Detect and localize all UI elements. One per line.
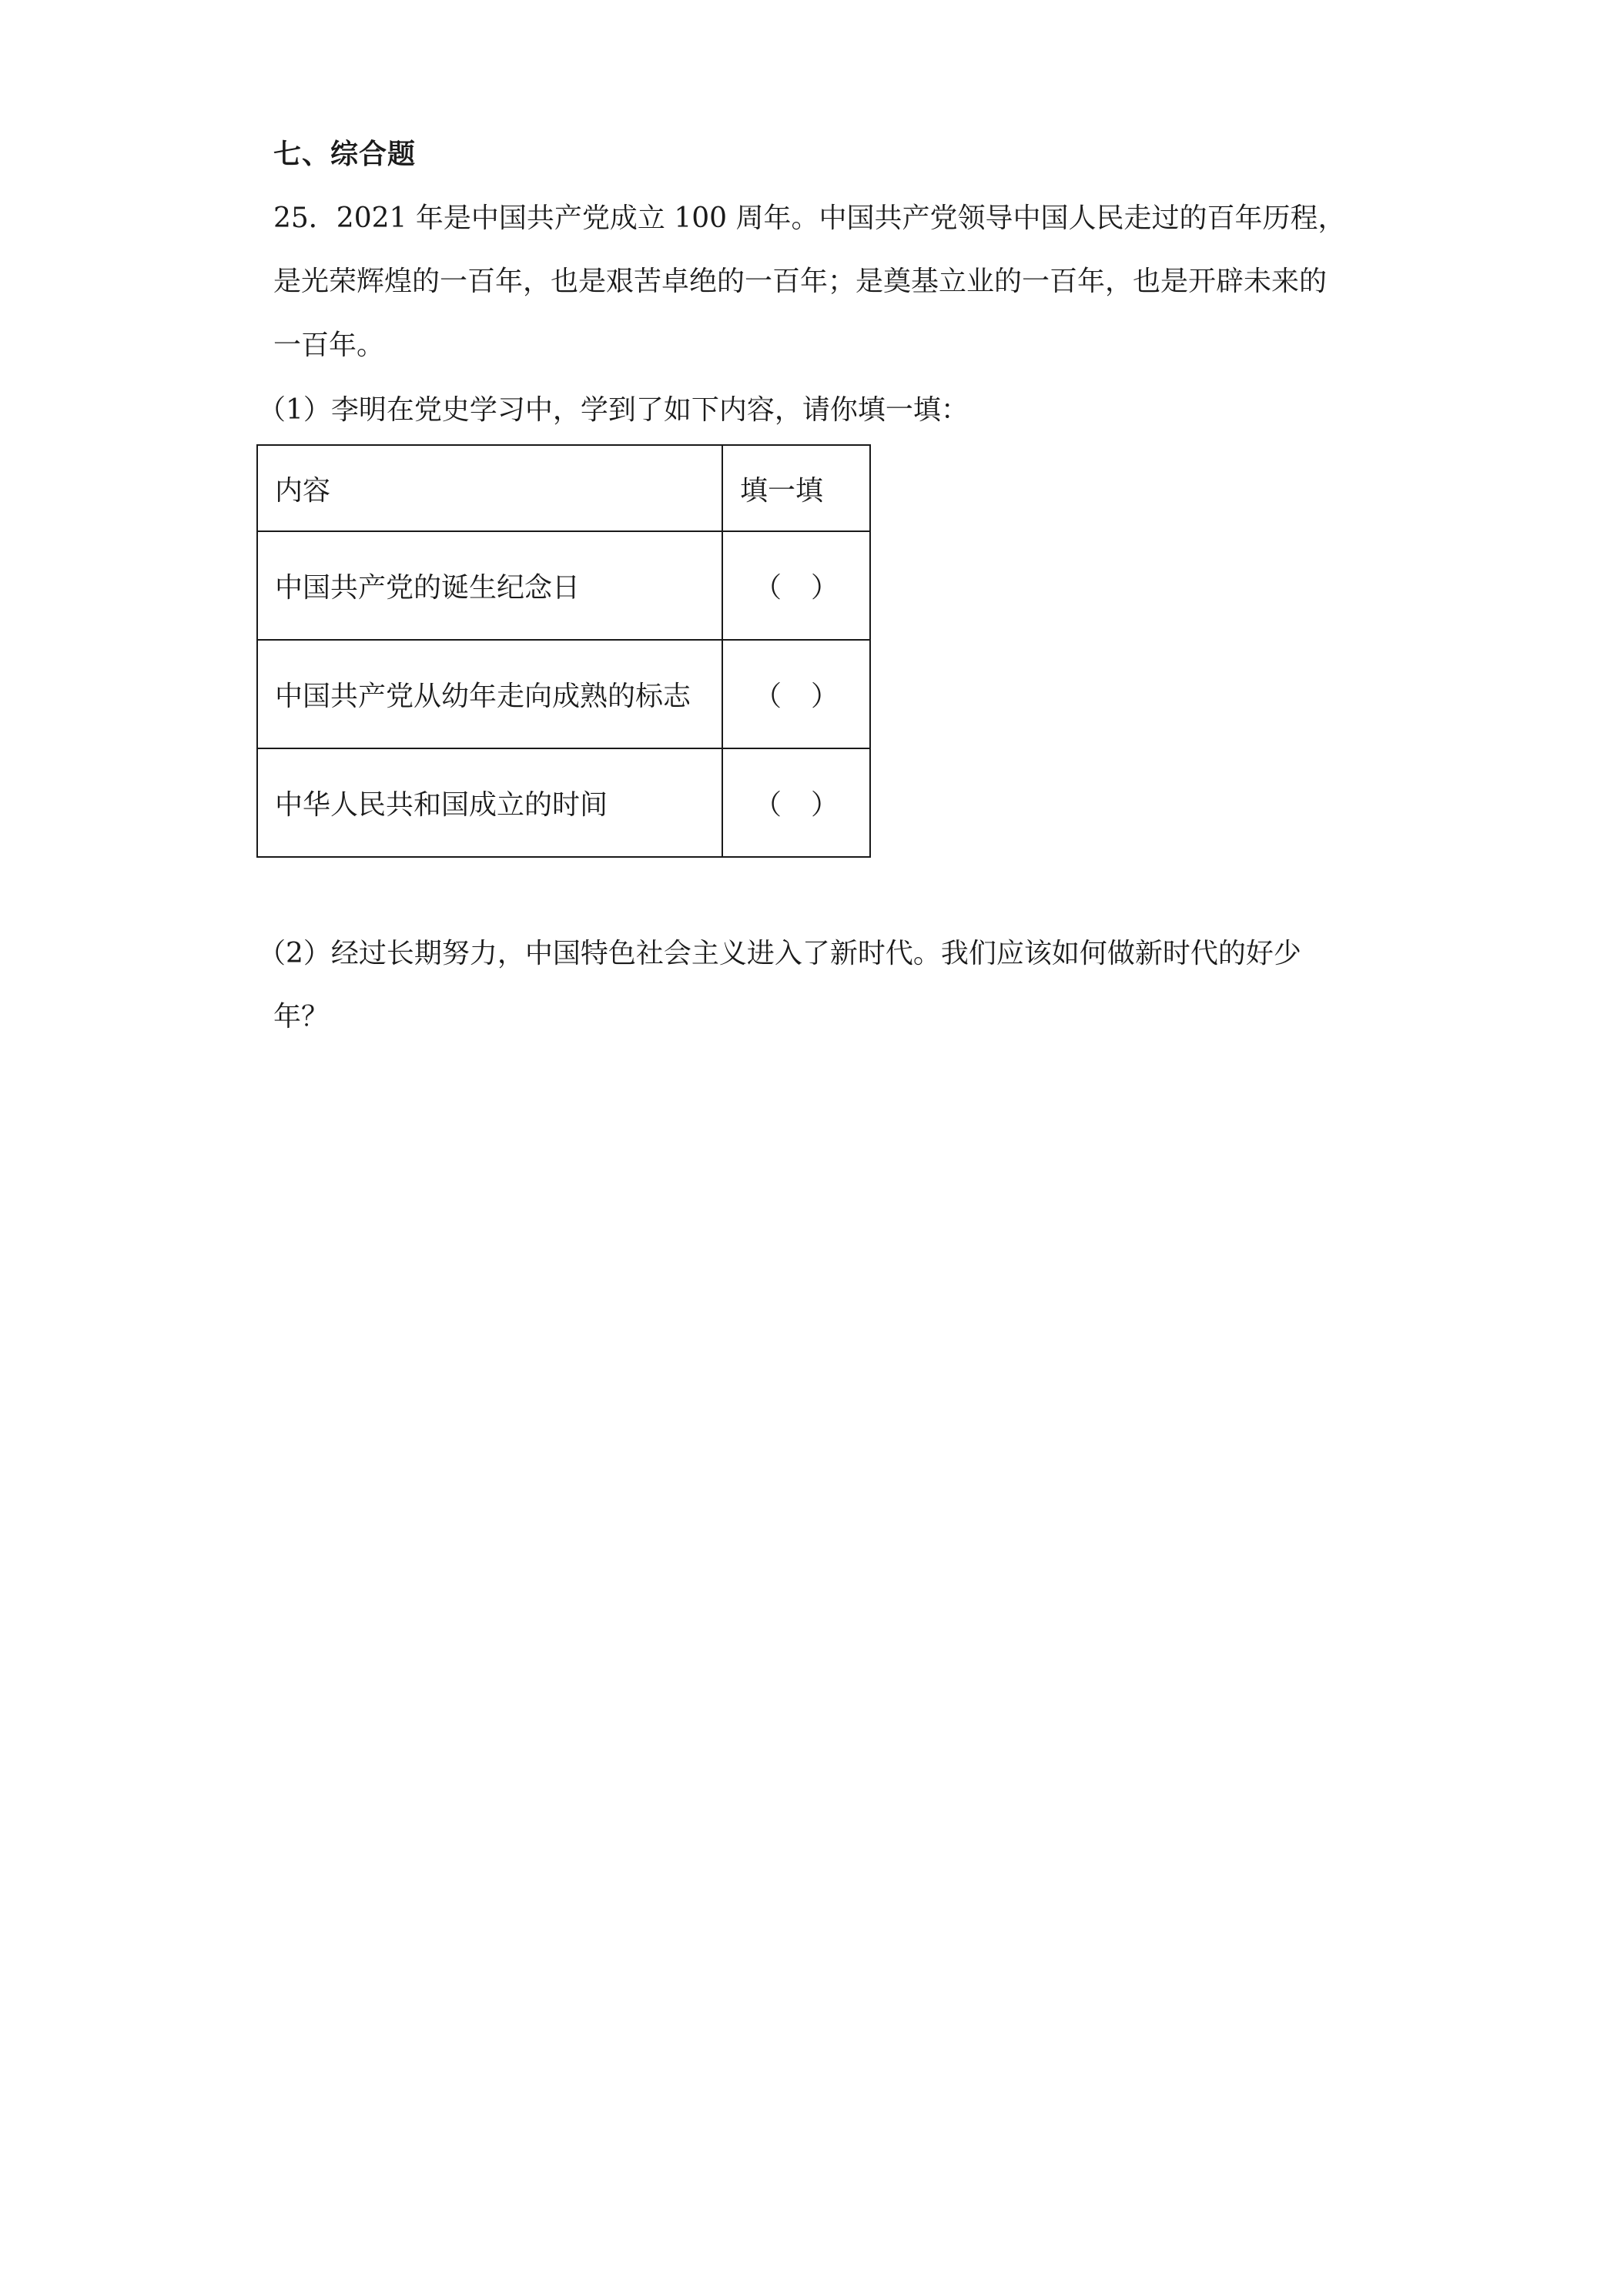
answer-parentheses: （ ）	[754, 572, 839, 604]
question-text-line-3: 一百年。	[273, 330, 385, 361]
answer-blank[interactable]	[722, 531, 870, 640]
row-content-cell: 中国共产党从幼年走向成熟的标志	[257, 640, 722, 748]
answer-parentheses: （ ）	[754, 681, 839, 712]
answer-blank[interactable]	[722, 748, 870, 857]
part1-prompt: （1）李明在党史学习中，学到了如下内容，请你填一填：	[258, 394, 969, 426]
table-row	[257, 640, 870, 748]
answer-blank[interactable]	[722, 640, 870, 748]
question-text-line-1: 25．2021 年是中国共产党成立 100 周年。中国共产党领导中国人民走过的百年历程，	[273, 202, 1346, 234]
section-heading: 七、综合题	[273, 139, 417, 170]
table-header-row	[257, 445, 870, 531]
answer-parentheses: （ ）	[754, 789, 839, 821]
fill-in-table	[256, 444, 871, 858]
table-row	[257, 748, 870, 857]
question-text-line-2: 是光荣辉煌的一百年，也是艰苦卓绝的一百年；是奠基立业的一百年，也是开辟未来的	[273, 266, 1328, 297]
header-content-cell: 内容	[257, 445, 722, 531]
row-content-cell: 中国共产党的诞生纪念日	[257, 531, 722, 640]
part2-prompt-line-1: （2）经过长期努力，中国特色社会主义进入了新时代。我们应该如何做新时代的好少	[258, 938, 1301, 969]
row-content-cell: 中华人民共和国成立的时间	[257, 748, 722, 857]
part2-prompt-line-2: 年？	[273, 1001, 330, 1033]
table-row	[257, 531, 870, 640]
header-fill-cell: 填一填	[722, 445, 870, 531]
